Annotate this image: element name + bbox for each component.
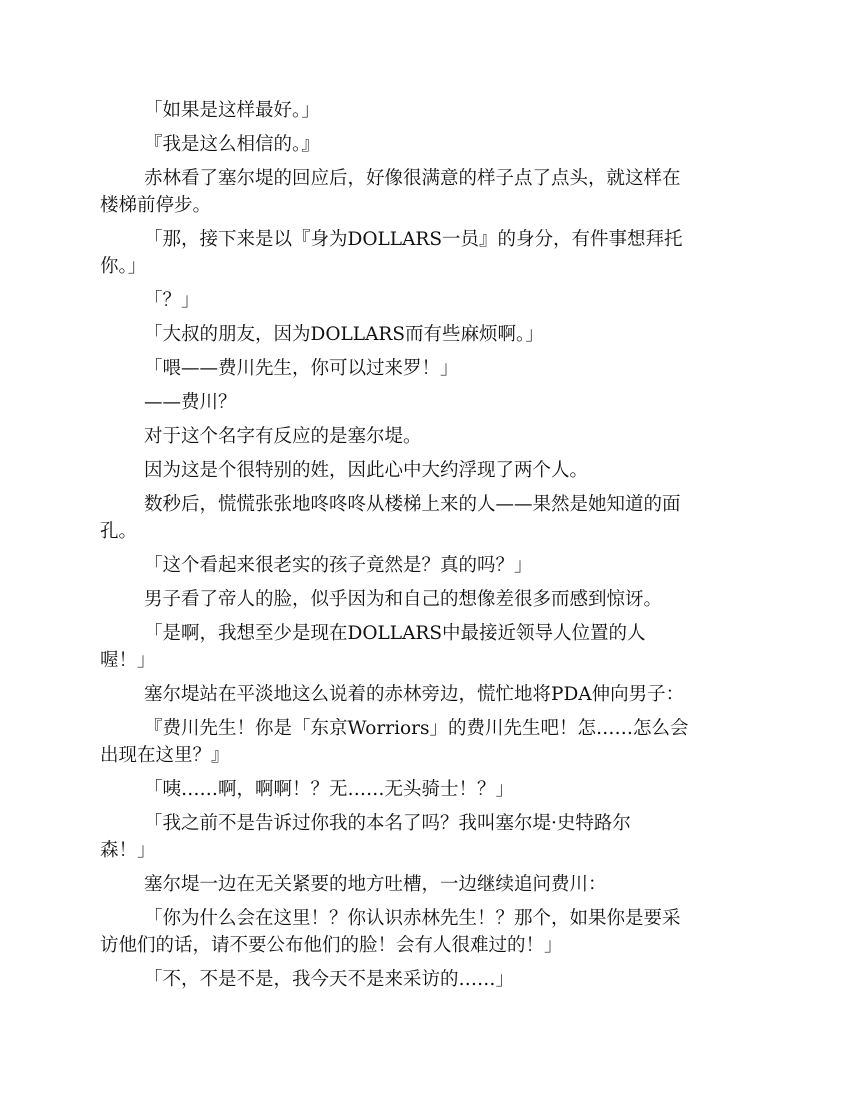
paragraph: 「我之前不是告诉过你我的本名了吗？我叫塞尔堤·史特路尔 森！」 (100, 813, 631, 861)
paragraph: 对于这个名字有反应的是塞尔堤。 (144, 426, 422, 447)
paragraph: 塞尔堤站在平淡地这么说着的赤林旁边，慌忙地将PDA伸向男子： (144, 684, 685, 705)
paragraph: 「大叔的朋友，因为DOLLARS而有些麻烦啊。」 (144, 324, 544, 345)
paragraph: 「咦……啊，啊啊！？无……无头骑士！？」 (144, 779, 515, 800)
paragraph: 『我是这么相信的。』 (144, 134, 320, 155)
paragraph: 「那，接下来是以『身为DOLLARS一员』的身分，有件事想拜托 你。」 (100, 229, 683, 277)
paragraph: 『费川先生！你是「东京Worriors」的费川先生吧！怎……怎么会 出现在这里？』 (100, 718, 689, 766)
paragraph: ——费川？ (144, 392, 237, 413)
paragraph: 赤林看了塞尔堤的回应后，好像很满意的样子点了点头，就这样在 楼梯前停步。 (100, 168, 681, 216)
paragraph: 塞尔堤一边在无关紧要的地方吐槽，一边继续追问费川： (144, 874, 607, 895)
paragraph: 「？」 (144, 290, 200, 311)
paragraph: 「如果是这样最好。」 (144, 100, 320, 121)
paragraph: 「喂——费川先生，你可以过来罗！」 (144, 358, 459, 379)
document-page (100, 97, 750, 1000)
paragraph: 因为这是个很特别的姓，因此心中大约浮现了两个人。 (144, 460, 589, 481)
paragraph: 数秒后，慌慌张张地咚咚咚从楼梯上来的人——果然是她知道的面 孔。 (100, 494, 681, 542)
paragraph: 「是啊，我想至少是现在DOLLARS中最接近领导人位置的人 喔！」 (100, 623, 646, 671)
paragraph: 「这个看起来很老实的孩子竟然是？真的吗？」 (144, 555, 533, 576)
paragraph: 男子看了帝人的脸，似乎因为和自己的想像差很多而感到惊讶。 (144, 589, 663, 610)
paragraph: 「不，不是不是，我今天不是来采访的……」 (144, 969, 515, 990)
paragraph: 「你为什么会在这里！？你认识赤林先生！？那个，如果你是要采 访他们的话，请不要公布他们的脸！会有人很难过的！」 (100, 908, 681, 956)
